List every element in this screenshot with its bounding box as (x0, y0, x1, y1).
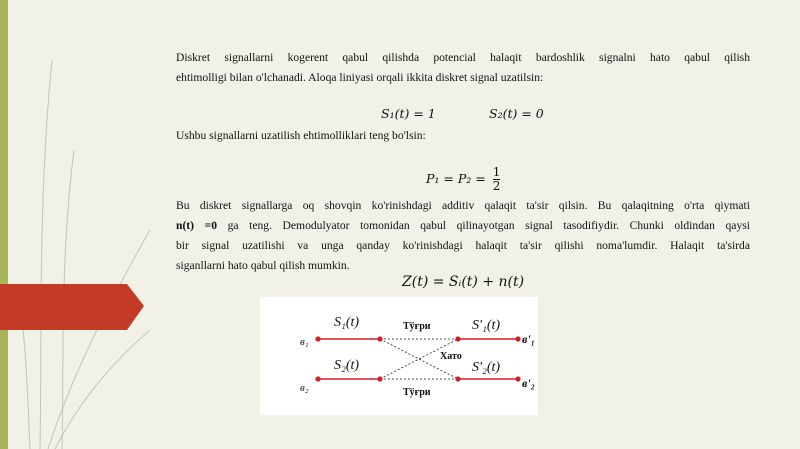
paragraph3-line4: siganllarni hato qabul qilish mumkin. (176, 259, 350, 272)
decorative-stems (20, 60, 150, 449)
paragraph1-line1: Diskret signallarni kogerent qabul qilishda potencial halaqit bardoshlik signalni hato qabul qilish (176, 51, 750, 64)
noise-mean-bold: n(t) =0 (176, 219, 218, 232)
node-left-top-end (377, 336, 382, 341)
label-error: Хато (440, 351, 462, 362)
label-right-top-node: в'₁ (522, 332, 535, 346)
label-right-bottom-node: в'₂ (522, 376, 535, 390)
fraction-numerator: 1 (492, 165, 501, 179)
equation-probabilities (426, 166, 500, 193)
node-left-bottom-start (315, 376, 320, 381)
label-right-top-signal: S'₁(t) (472, 318, 501, 333)
paragraph3-line2-rest: ga teng. Demodulyator tomonidan qabul qilinayotgan signal tasodifiydir. Chunki oldindan qaysi (217, 219, 750, 232)
node-right-top-end (515, 336, 520, 341)
paragraph2: Ushbu signallarni uzatilish ehtimolliklari teng bo'lsin: (176, 129, 426, 142)
node-right-bottom-start (455, 376, 460, 381)
paragraph3-line2 (176, 216, 750, 236)
equation-s1: S₁(t) = 1 (381, 106, 436, 121)
node-right-top-start (455, 336, 460, 341)
label-left-bottom-signal: S₂(t) (334, 358, 360, 373)
fraction-denominator: 2 (492, 179, 501, 193)
node-right-bottom-end (515, 376, 520, 381)
paragraph3-line3: bir signal uzatilishi va unga qanday ko'rinishdagi halaqit ta'sir qilishi noma'lumdir. Halaqit ta'sirda (176, 239, 750, 252)
channel-diagram-svg (260, 297, 538, 415)
label-left-top-node: в₁ (300, 336, 309, 348)
equation-probabilities-lhs: P₁ = P₂ = (426, 171, 486, 186)
label-left-top-signal: S₁(t) (334, 315, 360, 330)
node-left-top-start (315, 336, 320, 341)
label-right-bottom-signal: S'₂(t) (472, 360, 501, 375)
left-accent-bar (0, 0, 8, 449)
node-left-bottom-end (377, 376, 382, 381)
red-arrow-shape (0, 284, 144, 330)
label-correct-bottom: Тўғри (403, 387, 431, 398)
channel-diagram (260, 297, 538, 415)
label-left-bottom-node: в₂ (300, 382, 309, 394)
equation-s2: S₂(t) = 0 (489, 106, 544, 121)
equation-received-signal: Z(t) = Sᵢ(t) + n(t) (402, 274, 525, 290)
path-labels (403, 321, 462, 398)
paragraph3-line1: Bu diskret signallarga oq shovqin ko'rinishdagi additiv qalaqit ta'sir qilsin. Bu qalaqitning o'rta qiymati (176, 199, 750, 212)
label-correct-top: Тўғри (403, 321, 431, 332)
fraction (493, 166, 501, 193)
paragraph1-line2: ehtimolligi bilan o'lchanadi. Aloqa liniyasi orqali ikkita diskret signal uzatilsin: (176, 71, 544, 84)
